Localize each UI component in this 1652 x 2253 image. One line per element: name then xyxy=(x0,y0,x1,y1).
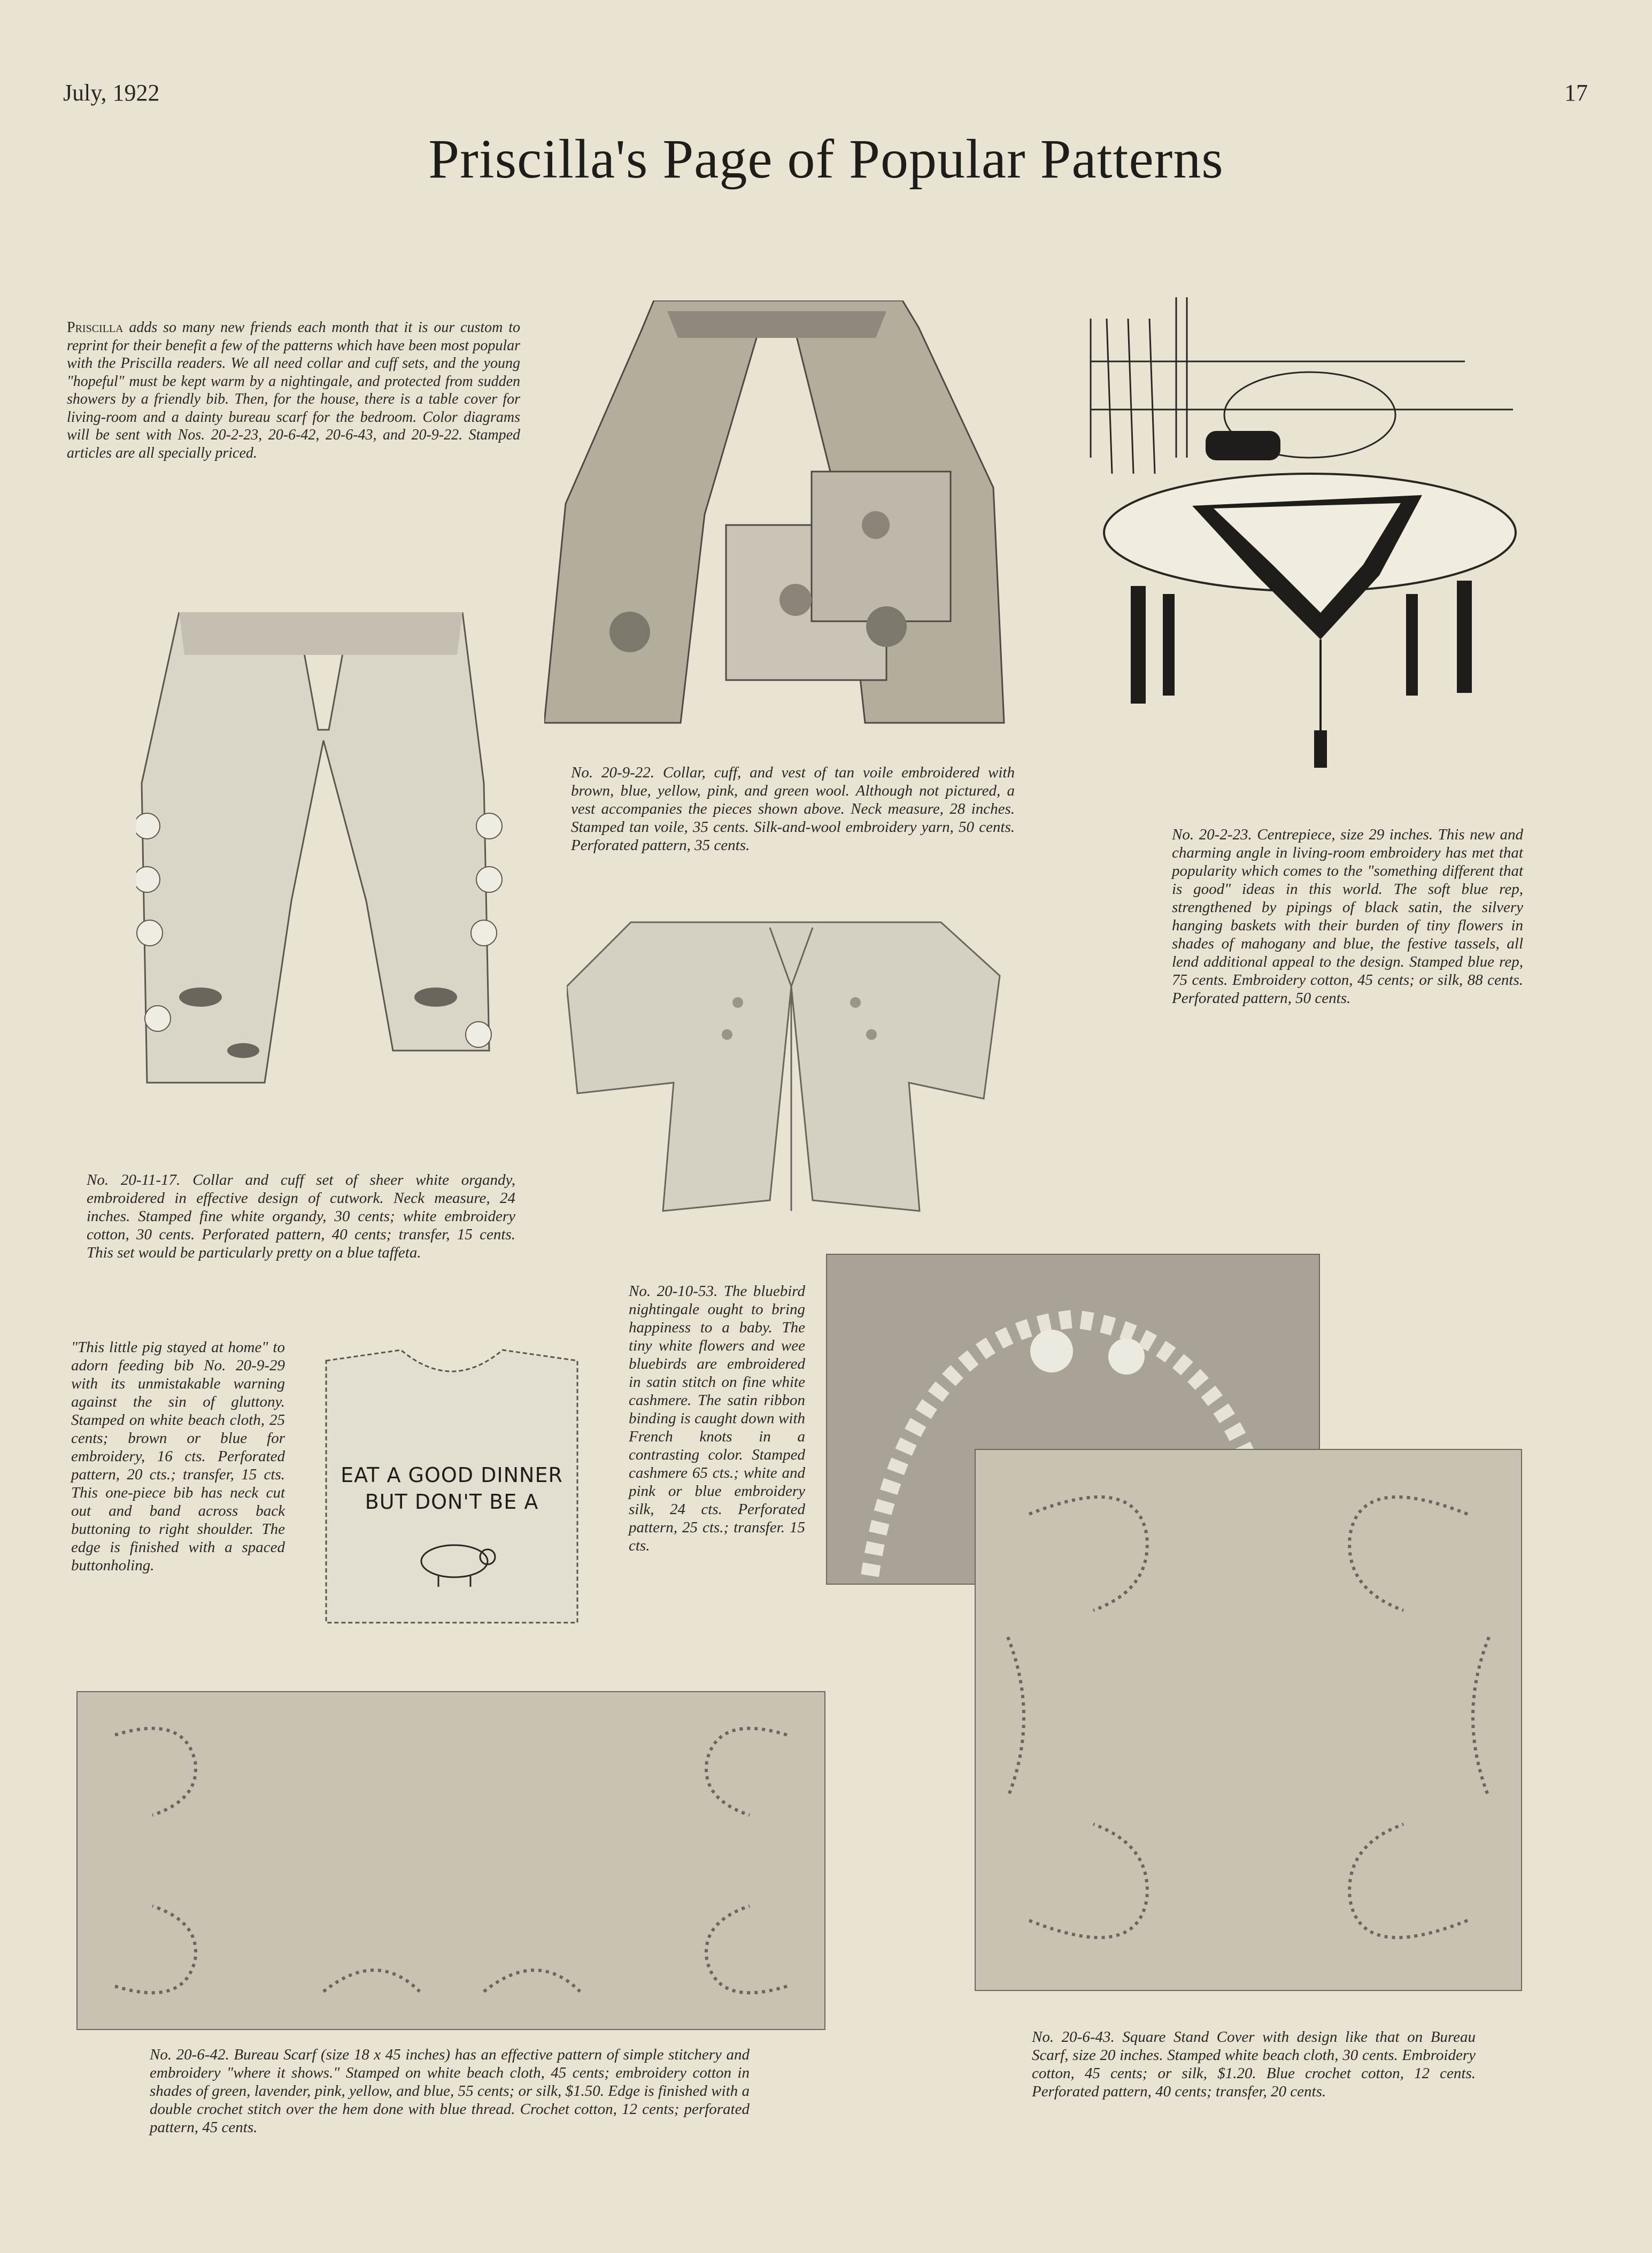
caption-nightingale: No. 20-10-53. The bluebird nightingale ought to bring happiness to a baby. The tiny white flowers and wee bluebirds are embroidered in satin stitch on fine white cashmere. The satin ribbon binding is caught down with French knots in a contrasting color. Stamped cashmere 65 cts.; white and pink or blue embroidery silk, 24 cts. Perforated pattern, 25 cts.; transfer. 15 cts. xyxy=(629,1283,805,1554)
centrepiece-table-drawing xyxy=(1080,297,1518,773)
cutwork-collar-illustration xyxy=(136,612,505,1091)
cutwork-collar-photo xyxy=(136,612,505,1091)
intro-lead: Priscilla xyxy=(67,319,123,336)
centrepiece-illustration xyxy=(1080,297,1518,773)
nightingale-illustration xyxy=(567,912,1005,1222)
caption-bib: "This little pig stayed at home" to adorn feeding bib No. 20-9-29 with its unmistakable warning against the sin of gluttony. Stamped on white beach cloth, 25 cents; brown or blue for embroidery, 16 cts. Perforated pattern, 20 cts.; transfer, 15 cts. This one-piece bib has neck cut out and band across back buttoning to right shoulder. The edge is finished with a spaced buttonholing. xyxy=(71,1339,285,1574)
page-number: 17 xyxy=(1564,80,1588,106)
bureau-scarf-illustration xyxy=(78,1692,824,2029)
bib-photo xyxy=(315,1339,588,1631)
caption-stand-cover: No. 20-6-43. Square Stand Cover with design like that on Bureau Scarf, size 20 inches. Stamped white beach cloth, 30 cents. Embroidery cotton, 45 cents; or silk, $1.20. Blue crochet cotton, 12 cents. Perforated pattern, 40 cents; transfer, 20 cents. xyxy=(1032,2028,1476,2100)
caption-cutwork-collar: No. 20-11-17. Collar and cuff set of sheer white organdy, embroidered in effective design of cutwork. Neck measure, 24 inches. Stamped fine white organdy, 30 cents; white embroidery cotton, 30 cents. Perforated pattern, 40 cents; transfer, 15 cents. This set would be particularly pretty on a blue taffeta. xyxy=(87,1171,515,1261)
stand-cover-illustration xyxy=(976,1450,1521,1990)
caption-collar-cuff-vest: No. 20-9-22. Collar, cuff, and vest of tan voile embroidered with brown, blue, yellow, pink, and green wool. Although not pictured, a vest accompanies the pieces shown above. Neck measure, 28 inches. Stamped tan voile, 35 cents. Silk-and-wool embroidery yarn, 50 cents. Perforated pattern, 35 cents. xyxy=(571,764,1015,854)
page-title: Priscilla's Page of Popular Patterns xyxy=(428,128,1224,190)
intro-paragraph xyxy=(67,319,520,462)
bib-text-line-2: BUT DON'T BE A xyxy=(365,1490,539,1514)
caption-bureau-scarf: No. 20-6-42. Bureau Scarf (size 18 x 45 inches) has an effective pattern of simple stitchery and embroidery "where it shows." Stamped on white beach cloth, 45 cents; embroidery cotton in shades of green, lavender, pink, yellow, and blue, 55 cents; or silk, $1.50. Edge is finished with a double crochet stitch over the hem done with blue thread. Crochet cotton, 12 cents; perforated pattern, 45 cents. xyxy=(150,2046,750,2136)
stand-cover-photo xyxy=(975,1449,1522,1991)
bureau-scarf-photo xyxy=(76,1691,825,2030)
collar-cuff-vest-illustration xyxy=(544,300,1012,726)
caption-centrepiece: No. 20-2-23. Centrepiece, size 29 inches. This new and charming angle in living-room embroidery has met that popularity which comes to the "something different that is good" ideas in this world. The soft blue rep, strengthened by pipings of black satin, the silvery hanging baskets with their burden of tiny flowers in shades of mahogany and blue, the festive tassels, all lend additional appeal to the design. Stamped blue rep, 75 cents. Embroidery cotton, 45 cents; or silk, 88 cents. Perforated pattern, 50 cents. xyxy=(1172,826,1523,1007)
nightingale-photo xyxy=(567,912,1005,1222)
collar-cuff-vest-photo xyxy=(544,300,1012,726)
intro-text: adds so many new friends each month that it is our custom to reprint for their benefit a few of the patterns which have been most popular with the Priscilla readers. We all need collar and cuff sets, and the young "hopeful" must be kept warm by a nightingale, and protected from sudden showers by a friendly bib. Then, for the house, there is a table cover for living-room and a dainty bureau scarf for the bedroom. Color diagrams will be sent with Nos. 20-2-23, 20-6-42, 20-6-43, and 20-9-22. Stamped articles are all specially priced. xyxy=(67,319,520,461)
issue-date: July, 1922 xyxy=(63,80,160,106)
bib-text-line-1: EAT A GOOD DINNER xyxy=(341,1463,563,1487)
